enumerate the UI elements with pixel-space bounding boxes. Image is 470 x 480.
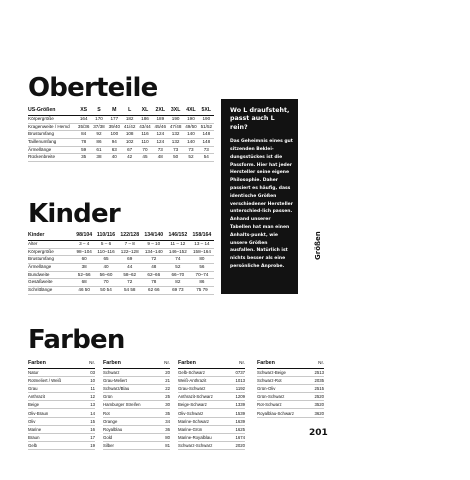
color-name: Grün-Oliv (257, 385, 276, 391)
table-cell: 86 (91, 139, 106, 147)
table-cell: 43/44 (137, 123, 152, 131)
table-cell: 78 (76, 139, 91, 147)
color-number: 2520 (314, 394, 324, 400)
list-item (28, 442, 95, 450)
table-cell: 158–164 (190, 248, 214, 256)
color-number: 15 (90, 418, 95, 424)
color-number: 13 (90, 402, 95, 408)
table-cell: 45 (137, 154, 152, 162)
table-cell: 182 (122, 116, 137, 124)
list-item (28, 393, 95, 401)
table-header-size: 4XL (183, 107, 198, 116)
table-cell: 189 (153, 116, 168, 124)
table-cell: 170 (91, 116, 106, 124)
table-cell: 164 (76, 116, 91, 124)
color-number: 30 (165, 402, 170, 408)
table-cell: 9 – 10 (142, 241, 166, 249)
table-cell: 65 (94, 256, 117, 264)
table-cell: 73 (168, 146, 183, 154)
color-name: Royalblau-Schwarz (257, 410, 295, 416)
table-cell: 39/40 (107, 123, 122, 131)
table-cell: 132 (168, 139, 183, 147)
color-header-nr: Nr. (318, 360, 324, 365)
color-table (28, 360, 95, 450)
table-cell: 40 (107, 154, 122, 162)
table-cell: 54 (199, 154, 214, 162)
table-cell: 190 (199, 116, 214, 124)
color-header-label: Farben (103, 360, 121, 366)
color-name: Hamburger Streifen (103, 402, 141, 408)
table-cell: 11 – 12 (166, 241, 190, 249)
side-label: Größen (314, 231, 322, 260)
table-cell: 177 (107, 116, 122, 124)
table-cell: 72 (142, 256, 166, 264)
table-cell: 38 (91, 154, 106, 162)
table-cell: 148 (199, 139, 214, 147)
color-number: 20 (165, 369, 170, 375)
color-number: 2020 (235, 443, 245, 449)
table-row (28, 264, 214, 272)
table-cell: 47/48 (168, 123, 183, 131)
color-table (178, 360, 245, 450)
list-item (257, 393, 324, 401)
table-cell: 58–62 (118, 271, 142, 279)
color-name: Royalblau (103, 426, 123, 432)
list-item (103, 434, 170, 442)
table-cell: 69 73 (166, 287, 190, 295)
color-name: Schwarz/Blau (103, 385, 130, 391)
table-cell: 45/46 (153, 123, 168, 131)
row-label: Alter (28, 241, 74, 249)
color-name: Schwarz-Beige (257, 369, 286, 375)
row-label: Körpergröße (28, 248, 74, 256)
table-header-size: S (91, 107, 106, 116)
color-name: Grün (103, 394, 113, 400)
row-label: Gesäßweite (28, 279, 74, 287)
section-title-farben: Farben (28, 325, 125, 355)
color-header-label: Farben (257, 360, 275, 366)
color-number: 12 (90, 394, 95, 400)
table-cell: 82 (166, 279, 190, 287)
table-cell: 62–66 (142, 271, 166, 279)
color-number: 17 (90, 435, 95, 441)
table-header-label: US-Größen (28, 107, 76, 116)
table-header-size: 3XL (168, 107, 183, 116)
color-name: Rot (103, 410, 110, 416)
table-cell: 124 (153, 131, 168, 139)
color-name: Beige-Schwarz (178, 402, 207, 408)
table-header-size: XL (137, 107, 152, 116)
adult-size-table (28, 107, 214, 162)
table-cell: 40 (94, 264, 117, 272)
info-box-title: Wo L draufsteht, passt auch L rein? (230, 107, 290, 131)
color-table-header (28, 360, 95, 369)
list-item (178, 401, 245, 409)
color-name: Schwarz-Rot (257, 377, 282, 383)
info-box-body: Das Geheimnis eines gut sitzenden Beklei-dungsstückes ist die Passform. Hier hat jeder Hersteller seine eigene Philosophie. Daher passiert es häufig, dass identische Größen verschiedener Hersteller unterschied-lich passen. Anhand unserer Tabellen hat man einen Anhalts-punkt, wie unsere Größen ausfallen. Natürlich ist nichts besser als eine persönliche Anprobe. (230, 139, 293, 269)
table-row (28, 279, 214, 287)
table-cell: 61 (91, 146, 106, 154)
table-cell: 48 (153, 154, 168, 162)
info-box (221, 99, 298, 294)
color-name: Grün-Schwarz (257, 394, 285, 400)
table-cell: 148 (199, 131, 214, 139)
color-name: Schwarz-Schwarz (178, 443, 213, 449)
table-cell: 35 (76, 154, 91, 162)
list-item (103, 401, 170, 409)
list-item (178, 418, 245, 426)
color-number: 16 (90, 426, 95, 432)
table-cell: 102 (122, 139, 137, 147)
table-header-size: 134/140 (142, 232, 166, 241)
list-item (28, 409, 95, 417)
table-cell: 108 (122, 131, 137, 139)
table-cell: 74 (166, 256, 190, 264)
table-cell: 37/38 (91, 123, 106, 131)
table-cell: 69 (118, 256, 142, 264)
table-cell: 62 66 (142, 287, 166, 295)
color-name: Marine-Schwarz (178, 418, 210, 424)
color-number: 34 (165, 418, 170, 424)
table-row (28, 271, 214, 279)
table-cell: 70–74 (190, 271, 214, 279)
list-item (178, 434, 245, 442)
table-row (28, 241, 214, 249)
list-item (178, 409, 245, 417)
table-cell: 70 (94, 279, 117, 287)
table-header-size: 98/104 (74, 232, 94, 241)
list-item (28, 385, 95, 393)
color-number: 25 (165, 394, 170, 400)
table-header-size: 146/152 (166, 232, 190, 241)
color-number: 1209 (235, 394, 245, 400)
row-label: Ärmellänge (28, 264, 74, 272)
table-cell: 60 (74, 256, 94, 264)
color-number: 10 (90, 377, 95, 383)
table-header-size: L (122, 107, 137, 116)
table-row (28, 116, 214, 124)
table-cell: 66–70 (166, 271, 190, 279)
table-row (28, 287, 214, 295)
color-name: Anthrazit-Schwarz (178, 394, 213, 400)
color-name: Oliv-Braun (28, 410, 49, 416)
list-item (257, 401, 324, 409)
row-label: Ärmellänge (28, 146, 76, 154)
list-item (28, 401, 95, 409)
color-name: Marine (28, 426, 42, 432)
list-item (103, 369, 170, 377)
color-table (257, 360, 324, 418)
table-cell: 70 (137, 146, 152, 154)
color-name: Oliv-Schwarz (178, 410, 204, 416)
table-cell: 73 (153, 146, 168, 154)
color-number: 3520 (314, 402, 324, 408)
table-cell: 44 (118, 264, 142, 272)
table-cell: 5 – 6 (94, 241, 117, 249)
table-cell: 56 (190, 264, 214, 272)
table-cell: 52 (166, 264, 190, 272)
color-number: 2513 (314, 369, 324, 375)
color-name: Grau-Schwarz (178, 385, 206, 391)
list-item (257, 369, 324, 377)
color-name: Gelb-Schwarz (178, 369, 205, 375)
color-number: 19 (90, 443, 95, 449)
color-number: 1339 (235, 402, 245, 408)
table-cell: 59 (76, 146, 91, 154)
color-name: Gelb (28, 443, 38, 449)
table-cell: 3 – 4 (74, 241, 94, 249)
table-cell: 51/52 (199, 123, 214, 131)
row-label: Brustumfang (28, 256, 74, 264)
row-label: Kragenweite / Hemd (28, 123, 76, 131)
color-name: Gold (103, 435, 113, 441)
table-cell: 46 50 (74, 287, 94, 295)
color-number: 2035 (314, 377, 324, 383)
color-header-label: Farben (178, 360, 196, 366)
table-cell: 42 (122, 154, 137, 162)
color-number: 80 (165, 435, 170, 441)
color-name: Natur (28, 369, 39, 375)
color-number: 3620 (314, 410, 324, 416)
list-item (178, 385, 245, 393)
list-item (103, 393, 170, 401)
table-row (28, 256, 214, 264)
color-name: Beige (28, 402, 39, 408)
kids-size-table (28, 232, 214, 295)
list-item (257, 385, 324, 393)
table-cell: 35/36 (76, 123, 91, 131)
table-cell: 92 (91, 131, 106, 139)
list-item (28, 377, 95, 385)
table-cell: 134–140 (142, 248, 166, 256)
table-cell: 122–128 (118, 248, 142, 256)
color-number: 0737 (235, 369, 245, 375)
row-label: Taillenumfang (28, 139, 76, 147)
color-name: Silber (103, 443, 114, 449)
color-number: 22 (165, 385, 170, 391)
color-name: Marine-Royalblau (178, 435, 212, 441)
table-cell: 67 (122, 146, 137, 154)
table-cell: 98–104 (74, 248, 94, 256)
table-cell: 73 (199, 146, 214, 154)
list-item (178, 442, 245, 450)
color-table-header (178, 360, 245, 369)
color-number: 14 (90, 410, 95, 416)
table-cell: 116 (137, 131, 152, 139)
table-header-label: Kinder (28, 232, 74, 241)
color-header-nr: Nr. (239, 360, 245, 365)
table-header-size: XS (76, 107, 91, 116)
color-name: Weiß-Anthrazit (178, 377, 207, 383)
table-cell: 140 (183, 131, 198, 139)
color-header-nr: Nr. (164, 360, 170, 365)
table-header-size: 5XL (199, 107, 214, 116)
table-cell: 68 (74, 279, 94, 287)
color-name: Anthrazit (28, 394, 45, 400)
table-row (28, 248, 214, 256)
table-cell: 110 (137, 139, 152, 147)
color-number: 2515 (314, 385, 324, 391)
table-cell: 52–56 (74, 271, 94, 279)
list-item (103, 418, 170, 426)
table-header-size: M (107, 107, 122, 116)
table-row (28, 154, 214, 162)
table-header-size: 110/116 (94, 232, 117, 241)
color-number: 1639 (235, 418, 245, 424)
list-item (103, 426, 170, 434)
list-item (28, 369, 95, 377)
list-item (103, 385, 170, 393)
table-row (28, 123, 214, 131)
color-number: 1539 (235, 410, 245, 416)
list-item (178, 426, 245, 434)
table-cell: 7 – 8 (118, 241, 142, 249)
table-cell: 84 (76, 131, 91, 139)
table-row (28, 131, 214, 139)
color-name: Marine-Grün (178, 426, 203, 432)
section-title-oberteile: Oberteile (28, 73, 158, 103)
table-cell: 190 (183, 116, 198, 124)
table-cell: 190 (168, 116, 183, 124)
table-cell: 94 (107, 139, 122, 147)
list-item (178, 369, 245, 377)
table-cell: 52 (183, 154, 198, 162)
list-item (257, 377, 324, 385)
table-cell: 72 (118, 279, 142, 287)
list-item (28, 418, 95, 426)
row-label: Brustumfang (28, 131, 76, 139)
table-cell: 80 (190, 256, 214, 264)
color-table (103, 360, 170, 450)
table-cell: 86 (190, 279, 214, 287)
table-cell: 78 (142, 279, 166, 287)
color-number: 1674 (235, 435, 245, 441)
color-number: 11 (90, 385, 95, 391)
table-cell: 48 (142, 264, 166, 272)
list-item (28, 426, 95, 434)
table-cell: 13 – 14 (190, 241, 214, 249)
table-cell: 54 58 (118, 287, 142, 295)
table-row (28, 139, 214, 147)
color-header-nr: Nr. (89, 360, 95, 365)
color-name: Oliv (28, 418, 36, 424)
table-cell: 38 (74, 264, 94, 272)
color-number: 35 (165, 410, 170, 416)
table-cell: 140 (183, 139, 198, 147)
color-number: 1625 (235, 426, 245, 432)
table-cell: 50 (168, 154, 183, 162)
color-name: Grau-Meliert (103, 377, 127, 383)
section-title-kinder: Kinder (28, 199, 120, 229)
color-name: Braun (28, 435, 40, 441)
color-number: 21 (165, 377, 170, 383)
table-cell: 110–116 (94, 248, 117, 256)
table-header-size: 158/164 (190, 232, 214, 241)
page-number: 201 (309, 428, 328, 438)
color-table-header (103, 360, 170, 369)
color-number: 36 (165, 426, 170, 432)
table-header-size: 122/128 (118, 232, 142, 241)
table-cell: 146–152 (166, 248, 190, 256)
list-item (178, 393, 245, 401)
row-label: Körpergröße (28, 116, 76, 124)
color-number: 81 (165, 443, 170, 449)
color-name: Schwarz (103, 369, 120, 375)
color-name: Grau (28, 385, 38, 391)
list-item (103, 442, 170, 450)
table-cell: 186 (137, 116, 152, 124)
table-cell: 132 (168, 131, 183, 139)
color-number: 1013 (235, 377, 245, 383)
table-cell: 50 54 (94, 287, 117, 295)
row-label: Rückenbreite (28, 154, 76, 162)
table-cell: 75 79 (190, 287, 214, 295)
table-cell: 56–60 (94, 271, 117, 279)
color-header-label: Farben (28, 360, 46, 366)
list-item (103, 409, 170, 417)
table-cell: 100 (107, 131, 122, 139)
row-label: Schrittlänge (28, 287, 74, 295)
color-table-header (257, 360, 324, 369)
table-cell: 124 (153, 139, 168, 147)
color-name: Rotmeliert / Weiß (28, 377, 62, 383)
table-row (28, 146, 214, 154)
list-item (178, 377, 245, 385)
color-name: Rot-Schwarz (257, 402, 282, 408)
color-number: 1192 (235, 385, 245, 391)
table-cell: 49/50 (183, 123, 198, 131)
color-name: Orange (103, 418, 118, 424)
table-cell: 41/42 (122, 123, 137, 131)
list-item (28, 434, 95, 442)
list-item (257, 409, 324, 417)
color-number: 03 (90, 369, 95, 375)
row-label: Bundweite (28, 271, 74, 279)
table-header-size: 2XL (153, 107, 168, 116)
table-cell: 73 (183, 146, 198, 154)
table-cell: 63 (107, 146, 122, 154)
list-item (103, 377, 170, 385)
